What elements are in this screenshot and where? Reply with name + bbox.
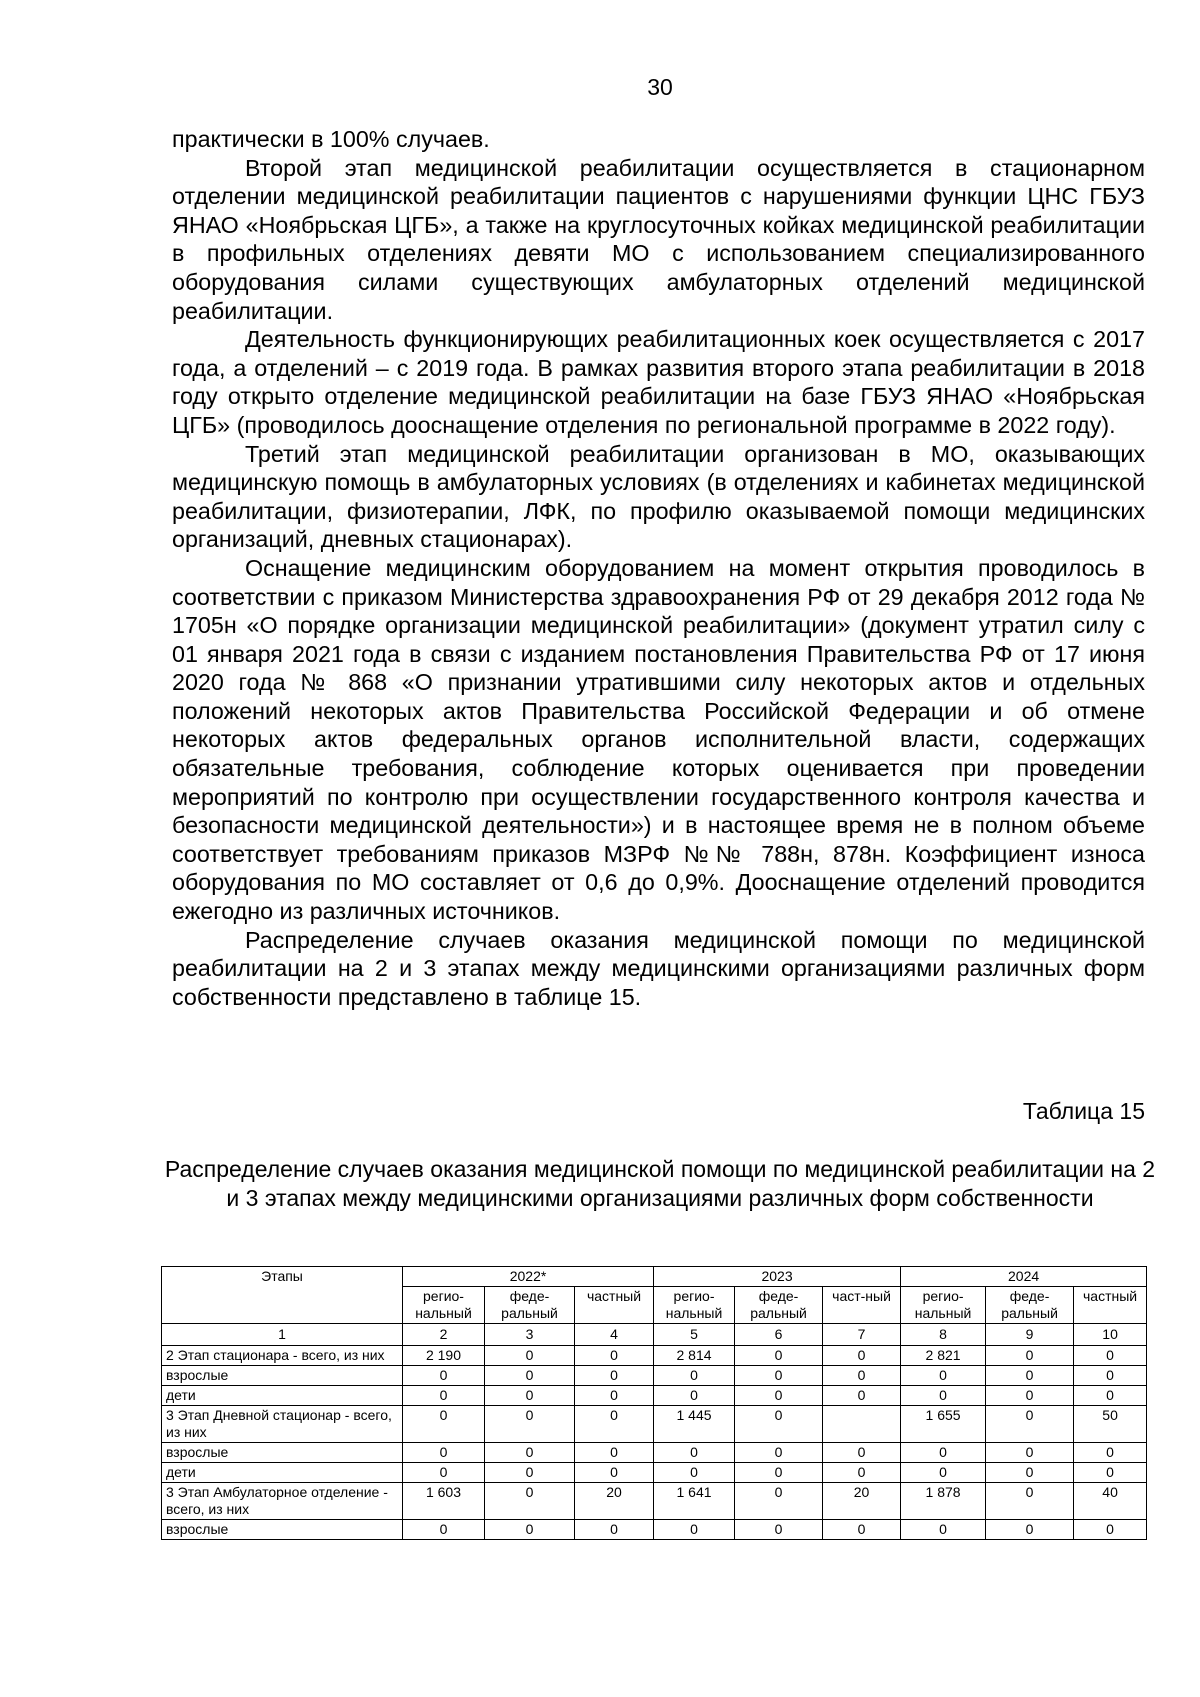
value-cell: 0: [575, 1463, 654, 1483]
column-number: 5: [654, 1324, 735, 1346]
ownership-subheader: част-ный: [823, 1287, 901, 1324]
value-cell: 0: [986, 1443, 1074, 1463]
ownership-subheader: феде-ральный: [735, 1287, 823, 1324]
value-cell: 0: [986, 1406, 1074, 1443]
value-cell: 0: [1074, 1386, 1147, 1406]
ownership-subheader: феде-ральный: [986, 1287, 1074, 1324]
paragraph: Деятельность функционирующих реабилитационных коек осуществляется с 2017 года, а отделений – с 2019 года. В рамках развития второго этапа реабилитации в 2018 году открыто отделение медицинской реабилитации на базе ГБУЗ ЯНАО «Ноябрьская ЦГБ» (проводилось дооснащение отделения по региональной программе в 2022 году).: [172, 326, 1145, 438]
value-cell: 0: [485, 1443, 575, 1463]
value-cell: 0: [735, 1483, 823, 1520]
value-cell: 0: [735, 1406, 823, 1443]
column-number: 10: [1074, 1324, 1147, 1346]
value-cell: 50: [1074, 1406, 1147, 1443]
value-cell: 0: [735, 1520, 823, 1540]
value-cell: 0: [735, 1463, 823, 1483]
value-cell: 0: [901, 1366, 986, 1386]
value-cell: 0: [485, 1520, 575, 1540]
value-cell: 0: [403, 1520, 485, 1540]
value-cell: 0: [735, 1366, 823, 1386]
value-cell: 0: [1074, 1463, 1147, 1483]
value-cell: 0: [654, 1443, 735, 1463]
value-cell: 0: [823, 1366, 901, 1386]
value-cell: 0: [575, 1346, 654, 1366]
value-cell: [823, 1406, 901, 1443]
column-number: 6: [735, 1324, 823, 1346]
value-cell: 0: [901, 1443, 986, 1463]
stage-cell: дети: [162, 1386, 403, 1406]
value-cell: 0: [986, 1366, 1074, 1386]
ownership-subheader: частный: [1074, 1287, 1147, 1324]
value-cell: 0: [485, 1463, 575, 1483]
table-row: [162, 1386, 1147, 1406]
value-cell: 0: [403, 1443, 485, 1463]
value-cell: 0: [1074, 1443, 1147, 1463]
value-cell: 0: [823, 1520, 901, 1540]
value-cell: 0: [575, 1520, 654, 1540]
stage-cell: дети: [162, 1463, 403, 1483]
value-cell: 0: [901, 1386, 986, 1406]
value-cell: 0: [575, 1366, 654, 1386]
ownership-subheader: регио-нальный: [403, 1287, 485, 1324]
column-number: 9: [986, 1324, 1074, 1346]
stage-cell: 3 Этап Амбулаторное отделение - всего, из них: [162, 1483, 403, 1520]
column-number: 1: [162, 1324, 403, 1346]
value-cell: 0: [1074, 1346, 1147, 1366]
value-cell: 0: [735, 1346, 823, 1366]
column-number: 4: [575, 1324, 654, 1346]
value-cell: 2 821: [901, 1346, 986, 1366]
value-cell: 0: [485, 1386, 575, 1406]
value-cell: 0: [986, 1463, 1074, 1483]
table-row: [162, 1366, 1147, 1386]
paragraph: практически в 100% случаев.: [172, 126, 490, 152]
value-cell: 0: [485, 1366, 575, 1386]
value-cell: 1 878: [901, 1483, 986, 1520]
table-row: [162, 1463, 1147, 1483]
value-cell: 0: [901, 1463, 986, 1483]
value-cell: 0: [735, 1386, 823, 1406]
table-row: [162, 1520, 1147, 1540]
year-header: 2023: [654, 1267, 901, 1287]
value-cell: 0: [823, 1346, 901, 1366]
data-table: [161, 1266, 1147, 1540]
value-cell: 0: [1074, 1366, 1147, 1386]
table-row: [162, 1406, 1147, 1443]
stage-cell: 2 Этап стационара - всего, из них: [162, 1346, 403, 1366]
value-cell: 0: [823, 1443, 901, 1463]
table-title: Распределение случаев оказания медицинской помощи по медицинской реабилитации на 2 и 3 этапах между медицинскими организациями различных форм собственности: [164, 1156, 1156, 1211]
value-cell: 0: [403, 1463, 485, 1483]
value-cell: 0: [575, 1406, 654, 1443]
body-text: [172, 125, 1145, 1011]
stage-cell: 3 Этап Дневной стационар - всего, из них: [162, 1406, 403, 1443]
value-cell: 0: [654, 1386, 735, 1406]
page-number: 30: [647, 74, 673, 100]
value-cell: 0: [735, 1443, 823, 1463]
value-cell: 0: [485, 1406, 575, 1443]
value-cell: 0: [403, 1386, 485, 1406]
value-cell: 0: [403, 1406, 485, 1443]
value-cell: 40: [1074, 1483, 1147, 1520]
paragraph: Второй этап медицинской реабилитации осуществляется в стационарном отделении медицинской реабилитации пациентов с нарушениями функции ЦНС ГБУЗ ЯНАО «Ноябрьская ЦГБ», а также на круглосуточных койках медицинской реабилитации в профильных отделениях девяти МО с использованием специализированного оборудования силами существующих амбулаторных отделений медицинской реабилитации.: [172, 154, 1145, 324]
value-cell: 0: [986, 1520, 1074, 1540]
value-cell: 0: [986, 1346, 1074, 1366]
year-header: 2024: [901, 1267, 1147, 1287]
value-cell: 0: [823, 1463, 901, 1483]
ownership-subheader: частный: [575, 1287, 654, 1324]
year-header: 2022*: [403, 1267, 654, 1287]
table-header-years: [162, 1267, 1147, 1287]
paragraph: Оснащение медицинским оборудованием на момент открытия проводилось в соответствии с приказом Министерства здравоохранения РФ от 29 декабря 2012 года № 1705н «О порядке организации медицинской реабилитации» (документ утратил силу с 01 января 2021 года в связи с изданием постановления Правительства РФ от 17 июня 2020 года № 868 «О признании утратившими силу некоторых актов и отдельных положений некоторых актов Правительства Российской Федерации и об отмене некоторых актов федеральных органов исполнительной власти, содержащих обязательные требования, соблюдение которых оценивается при проведении мероприятий по контролю при осуществлении государственного контроля качества и безопасности медицинской деятельности») и в настоящее время не в полном объеме соответствует требованиям приказов МЗРФ №№ 788н, 878н. Коэффициент износа оборудования по МО составляет от 0,6 до 0,9%. Дооснащение отделений проводится ежегодно из различных источников.: [172, 554, 1145, 925]
value-cell: 0: [654, 1366, 735, 1386]
table-row: [162, 1346, 1147, 1366]
value-cell: 0: [485, 1483, 575, 1520]
value-cell: 1 603: [403, 1483, 485, 1520]
value-cell: 1 655: [901, 1406, 986, 1443]
table-row: [162, 1483, 1147, 1520]
paragraph: Третий этап медицинской реабилитации организован в МО, оказывающих медицинскую помощь в амбулаторных условиях (в отделениях и кабинетах медицинской реабилитации, физиотерапии, ЛФК, по профилю оказываемой помощи медицинских организаций, дневных стационарах).: [172, 440, 1145, 553]
value-cell: 0: [575, 1443, 654, 1463]
stage-cell: взрослые: [162, 1520, 403, 1540]
value-cell: 0: [901, 1520, 986, 1540]
value-cell: 0: [403, 1366, 485, 1386]
stage-header: Этапы: [162, 1267, 403, 1324]
ownership-subheader: регио-нальный: [654, 1287, 735, 1324]
value-cell: 20: [823, 1483, 901, 1520]
value-cell: 0: [485, 1346, 575, 1366]
table-label: Таблица 15: [1022, 1098, 1145, 1124]
column-number: 2: [403, 1324, 485, 1346]
stage-cell: взрослые: [162, 1443, 403, 1463]
value-cell: 1 445: [654, 1406, 735, 1443]
value-cell: 0: [575, 1386, 654, 1406]
value-cell: 0: [823, 1386, 901, 1406]
value-cell: 20: [575, 1483, 654, 1520]
value-cell: 0: [654, 1520, 735, 1540]
value-cell: 2 190: [403, 1346, 485, 1366]
value-cell: 0: [1074, 1520, 1147, 1540]
value-cell: 0: [986, 1386, 1074, 1406]
column-number: 7: [823, 1324, 901, 1346]
ownership-subheader: феде-ральный: [485, 1287, 575, 1324]
ownership-subheader: регио-нальный: [901, 1287, 986, 1324]
value-cell: 2 814: [654, 1346, 735, 1366]
paragraph: Распределение случаев оказания медицинской помощи по медицинской реабилитации на 2 и 3 этапах между медицинскими организациями различных форм собственности представлено в таблице 15.: [172, 926, 1145, 1010]
column-numbers-row: [162, 1324, 1147, 1346]
table-row: [162, 1443, 1147, 1463]
value-cell: 1 641: [654, 1483, 735, 1520]
column-number: 8: [901, 1324, 986, 1346]
value-cell: 0: [654, 1463, 735, 1483]
stage-cell: взрослые: [162, 1366, 403, 1386]
value-cell: 0: [986, 1483, 1074, 1520]
column-number: 3: [485, 1324, 575, 1346]
